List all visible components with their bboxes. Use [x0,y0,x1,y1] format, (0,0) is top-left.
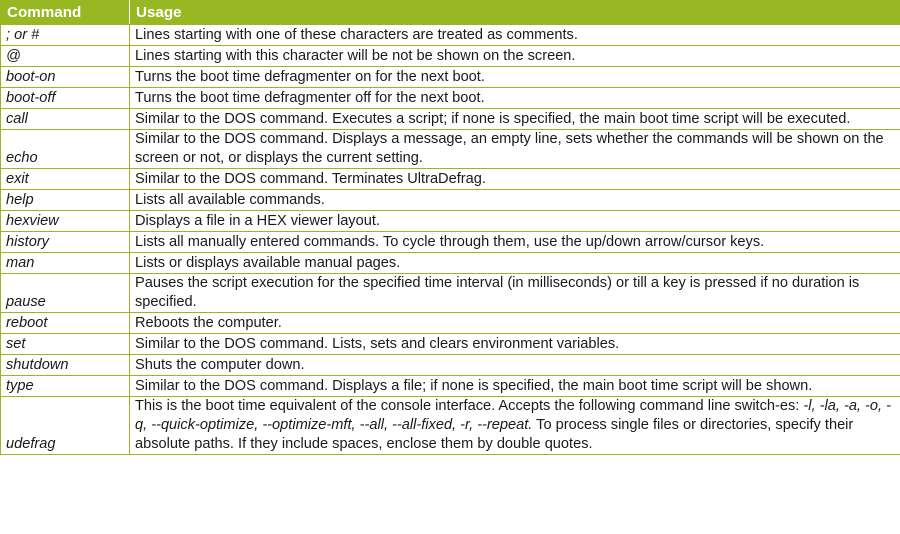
table-row [1,355,900,376]
table-row [1,169,900,190]
command-cell: type [1,376,130,397]
usage-cell: Lists all manually entered commands. To cycle through them, use the up/down arrow/cursor keys. [130,232,900,253]
table-row [1,232,900,253]
usage-cell: Similar to the DOS command. Displays a file; if none is specified, the main boot time script will be shown. [130,376,900,397]
command-cell: boot-off [1,88,130,109]
command-cell: man [1,253,130,274]
table-row [1,334,900,355]
usage-cell: Displays a file in a HEX viewer layout. [130,211,900,232]
table-row [1,46,900,67]
usage-cell: Turns the boot time defragmenter on for the next boot. [130,67,900,88]
command-cell: exit [1,169,130,190]
usage-cell: Lists all available commands. [130,190,900,211]
table-row [1,253,900,274]
command-cell: hexview [1,211,130,232]
column-header-command: Command [1,1,130,25]
usage-cell: Turns the boot time defragmenter off for the next boot. [130,88,900,109]
command-cell: boot-on [1,67,130,88]
command-cell: help [1,190,130,211]
usage-cell: Lines starting with one of these characters are treated as comments. [130,25,900,46]
usage-cell: Shuts the computer down. [130,355,900,376]
column-header-usage: Usage [130,1,900,25]
usage-cell: Similar to the DOS command. Displays a message, an empty line, sets whether the commands will be shown on the screen or not, or displays the current setting. [130,130,900,169]
usage-cell [130,397,900,455]
usage-cell: Reboots the computer. [130,313,900,334]
table-row [1,274,900,313]
table-row [1,190,900,211]
table-header-row [1,1,900,25]
usage-cell: Similar to the DOS command. Executes a script; if none is specified, the main boot time script will be executed. [130,109,900,130]
command-cell: history [1,232,130,253]
command-cell: pause [1,274,130,313]
table-row [1,313,900,334]
usage-cell: Similar to the DOS command. Terminates UltraDefrag. [130,169,900,190]
command-cell: reboot [1,313,130,334]
usage-cell: Lines starting with this character will be not be shown on the screen. [130,46,900,67]
usage-cell: Similar to the DOS command. Lists, sets and clears environment variables. [130,334,900,355]
usage-outro: To process single files or directories, specify their absolute paths. If they include spaces, enclose them by double quotes. [135,417,854,452]
table-row [1,376,900,397]
table-row [1,397,900,455]
usage-cell: Lists or displays available manual pages. [130,253,900,274]
command-cell: set [1,334,130,355]
table-row [1,130,900,169]
table-row [1,67,900,88]
table-row [1,88,900,109]
command-cell: call [1,109,130,130]
command-cell: @ [1,46,130,67]
table-row [1,109,900,130]
table-row [1,211,900,232]
command-cell: udefrag [1,397,130,455]
table-row [1,25,900,46]
usage-switches: -l, -la, -a, -o, -q, --quick-optimize, --optimize-mft, --all, --all-fixed, -r, --repeat. [135,398,891,433]
command-cell: ; or # [1,25,130,46]
command-cell: shutdown [1,355,130,376]
usage-cell: Pauses the script execution for the specified time interval (in milliseconds) or till a key is pressed if no duration is specified. [130,274,900,313]
command-cell: echo [1,130,130,169]
usage-intro: This is the boot time equivalent of the console interface. Accepts the following command line switch-es: [135,398,804,414]
